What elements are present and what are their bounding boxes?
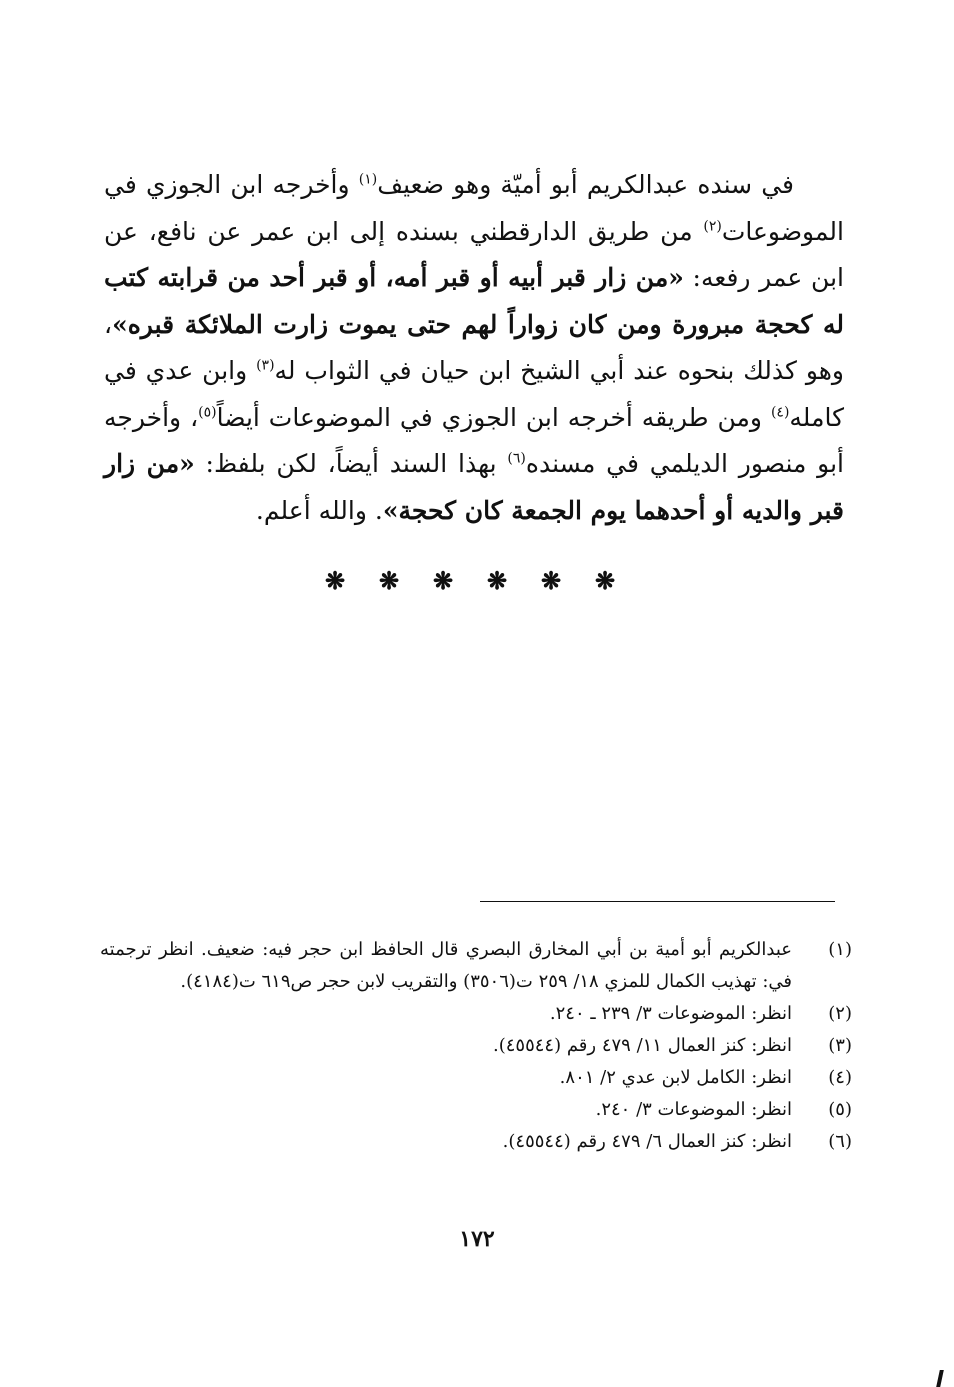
page-number: ١٧٢ bbox=[459, 1226, 495, 1252]
hadith-quote: «من زار قبر والديه أو أحدهما يوم الجمعة كان كحجة» bbox=[104, 449, 844, 525]
text-segment: بهذا السند أيضاً، لكن بلفظ: bbox=[194, 449, 508, 478]
text-segment: وأخرجه ابن الجوزي في الموضوعات bbox=[104, 170, 844, 246]
main-paragraph bbox=[104, 162, 844, 534]
footnote bbox=[100, 1030, 852, 1062]
footnote-text: انظر: كنز العمال ٦/ ٤٧٩ رقم (٤٥٥٤٤). bbox=[502, 1131, 792, 1152]
footnote-number: (٣) bbox=[828, 1035, 852, 1056]
hadith-quote: «من زار قبر أبيه أو قبر أمه، أو قبر أحد من قرابته كتب له كحجة مبرورة ومن كان زواراً لهم حتى يموت زارت الملائكة قبره» bbox=[104, 263, 844, 339]
footnote-text: انظر: الموضوعات ٣/ ٢٣٩ ـ ٢٤٠. bbox=[549, 1003, 792, 1024]
footnotes bbox=[100, 934, 852, 1158]
footnote-divider bbox=[480, 901, 835, 902]
text-segment: . والله أعلم. bbox=[255, 495, 383, 525]
footnote-number: (١) bbox=[828, 939, 852, 960]
text-segment: ، وهو كذلك بنحوه عند أبي الشيخ ابن حيان في الثواب له bbox=[104, 309, 844, 385]
star-ornament-icon: ❋ bbox=[324, 566, 346, 595]
footnote-ref: (١) bbox=[358, 171, 378, 188]
footnote-ref: (٦) bbox=[507, 450, 526, 467]
text-segment: وابن عدي في كامله bbox=[104, 356, 844, 432]
text-segment: من طريق الدارقطني بسنده إلى ابن عمر عن نافع، عن ابن عمر رفعه: bbox=[104, 216, 844, 292]
footnote bbox=[100, 934, 852, 998]
star-ornament-icon: ❋ bbox=[432, 566, 454, 595]
star-ornament-icon: ❋ bbox=[594, 566, 616, 595]
text-segment: في سنده عبدالكريم أبو أميّة وهو ضعيف bbox=[377, 170, 795, 199]
footnote bbox=[100, 1126, 852, 1158]
footnote-text: انظر: الموضوعات ٣/ ٢٤٠. bbox=[595, 1099, 792, 1120]
footnote bbox=[100, 1062, 852, 1094]
footnote-text: عبدالكريم أبو أمية بن أبي المخارق البصري قال الحافظ ابن حجر فيه: ضعيف. انظر ترجمته في: تهذيب الكمال للمزي ١٨/ ٢٥٩ ت(٣٥٠٦) والتقريب لابن حجر ص٦١٩ ت(٤١٨٤). bbox=[100, 939, 792, 992]
footnote-ref: (٢) bbox=[703, 218, 722, 235]
scan-edge-mark bbox=[936, 1370, 944, 1387]
footnote-number: (٥) bbox=[828, 1099, 852, 1120]
footnote-ref: (٤) bbox=[770, 404, 790, 421]
footnote-number: (٢) bbox=[828, 1003, 852, 1024]
main-text bbox=[104, 162, 844, 534]
footnote-number: (٤) bbox=[828, 1067, 852, 1088]
footnote-text: انظر: كنز العمال ١١/ ٤٧٩ رقم (٤٥٥٤٤). bbox=[492, 1035, 792, 1056]
text-segment: ، وأخرجه أبو منصور الديلمي في مسنده bbox=[104, 402, 845, 478]
star-ornament-icon: ❋ bbox=[540, 566, 562, 595]
text-segment: ومن طريقه أخرجه ابن الجوزي في الموضوعات أيضاً bbox=[216, 402, 771, 432]
footnote-ref: (٣) bbox=[256, 357, 275, 374]
footnote-ref: (٥) bbox=[198, 404, 217, 421]
section-separator bbox=[320, 566, 620, 596]
footnote-number: (٦) bbox=[828, 1131, 852, 1152]
star-ornament-icon: ❋ bbox=[486, 566, 508, 595]
footnote-text: انظر: الكامل لابن عدي ٢/ ٨٠١. bbox=[559, 1067, 792, 1088]
footnote bbox=[100, 1094, 852, 1126]
footnote bbox=[100, 998, 852, 1030]
star-ornament-icon: ❋ bbox=[378, 566, 400, 595]
